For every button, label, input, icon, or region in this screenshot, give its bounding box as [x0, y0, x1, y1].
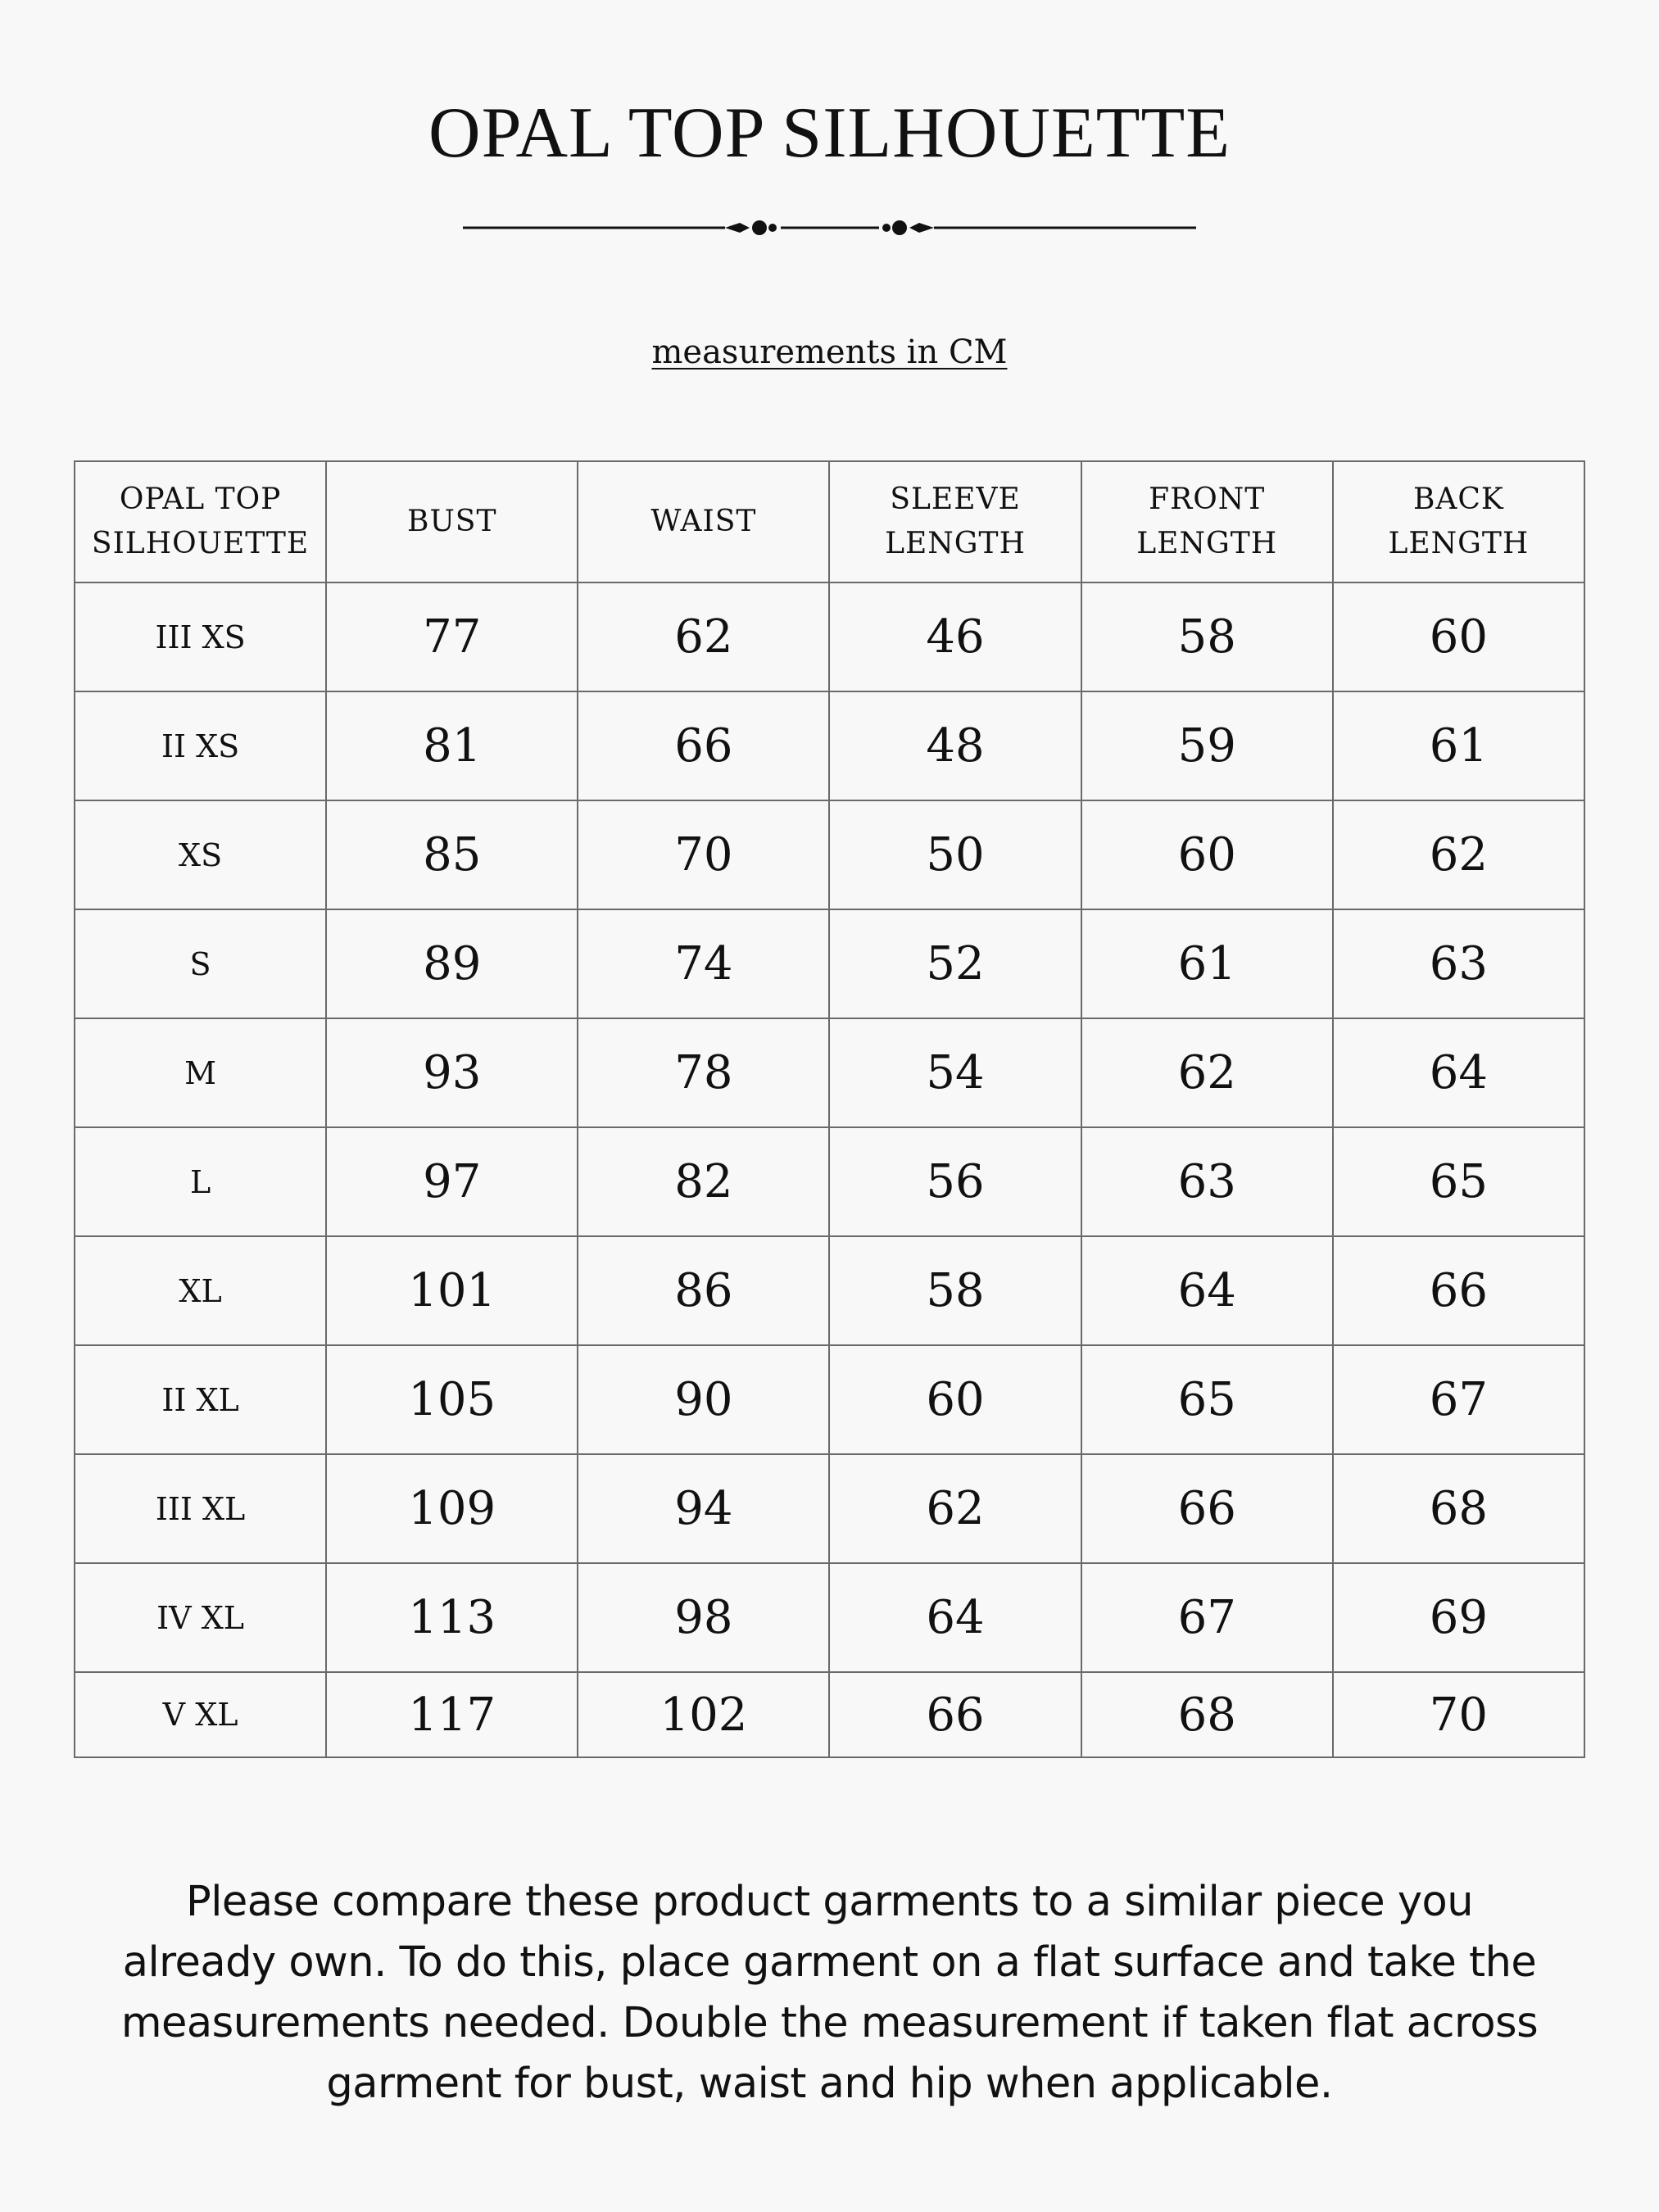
table-row — [75, 1018, 1584, 1127]
measurement-cell-bust: 77 — [326, 582, 578, 691]
table-row — [75, 1563, 1584, 1672]
table-body — [75, 582, 1584, 1757]
column-header-waist: WAIST — [578, 461, 829, 582]
measurement-cell-bust: 117 — [326, 1672, 578, 1757]
measurement-cell-waist: 70 — [578, 800, 829, 909]
page-title: OPAL TOP SILHOUETTE — [428, 93, 1231, 173]
measurement-cell-front-length: 60 — [1081, 800, 1333, 909]
measurement-cell-front-length: 67 — [1081, 1563, 1333, 1672]
size-label-cell: XL — [75, 1236, 326, 1345]
column-header-bust: BUST — [326, 461, 578, 582]
measurement-cell-front-length: 65 — [1081, 1345, 1333, 1454]
measurement-cell-bust: 85 — [326, 800, 578, 909]
size-label-cell: III XS — [75, 582, 326, 691]
size-label-cell: XS — [75, 800, 326, 909]
measurement-cell-front-length: 66 — [1081, 1454, 1333, 1563]
measurement-cell-sleeve-length: 52 — [829, 909, 1081, 1018]
table-header-row — [75, 461, 1584, 582]
measurement-cell-bust: 105 — [326, 1345, 578, 1454]
measurement-cell-waist: 62 — [578, 582, 829, 691]
table-row — [75, 1127, 1584, 1236]
measurement-cell-back-length: 70 — [1333, 1672, 1584, 1757]
size-label-cell: M — [75, 1018, 326, 1127]
measurement-cell-waist: 82 — [578, 1127, 829, 1236]
measurement-cell-back-length: 68 — [1333, 1454, 1584, 1563]
measurement-cell-front-length: 58 — [1081, 582, 1333, 691]
units-subtitle: measurements in CM — [651, 333, 1008, 371]
measurement-cell-bust: 81 — [326, 691, 578, 800]
measurement-cell-front-length: 63 — [1081, 1127, 1333, 1236]
measurement-cell-back-length: 69 — [1333, 1563, 1584, 1672]
table-row — [75, 1236, 1584, 1345]
measurement-cell-sleeve-length: 62 — [829, 1454, 1081, 1563]
measurement-cell-waist: 86 — [578, 1236, 829, 1345]
table-row — [75, 1345, 1584, 1454]
measurement-cell-waist: 90 — [578, 1345, 829, 1454]
measurement-cell-bust: 89 — [326, 909, 578, 1018]
measurement-cell-sleeve-length: 54 — [829, 1018, 1081, 1127]
measurement-cell-bust: 101 — [326, 1236, 578, 1345]
measurement-cell-sleeve-length: 58 — [829, 1236, 1081, 1345]
measurement-cell-back-length: 63 — [1333, 909, 1584, 1018]
measurement-cell-sleeve-length: 48 — [829, 691, 1081, 800]
measurement-cell-bust: 97 — [326, 1127, 578, 1236]
measurement-cell-bust: 93 — [326, 1018, 578, 1127]
measurement-cell-front-length: 62 — [1081, 1018, 1333, 1127]
measurement-cell-front-length: 61 — [1081, 909, 1333, 1018]
size-label-cell: II XS — [75, 691, 326, 800]
size-label-cell: II XL — [75, 1345, 326, 1454]
measurement-cell-waist: 102 — [578, 1672, 829, 1757]
size-label-cell: L — [75, 1127, 326, 1236]
table-row — [75, 800, 1584, 909]
table-row — [75, 1454, 1584, 1563]
column-header-front-length: FRONT LENGTH — [1081, 461, 1333, 582]
measurement-cell-front-length: 64 — [1081, 1236, 1333, 1345]
size-label-cell: S — [75, 909, 326, 1018]
measurement-cell-bust: 109 — [326, 1454, 578, 1563]
measurement-cell-front-length: 59 — [1081, 691, 1333, 800]
measurement-cell-waist: 94 — [578, 1454, 829, 1563]
size-label-cell: IV XL — [75, 1563, 326, 1672]
measurement-cell-waist: 74 — [578, 909, 829, 1018]
column-header-back-length: BACK LENGTH — [1333, 461, 1584, 582]
measurement-cell-back-length: 62 — [1333, 800, 1584, 909]
size-label-cell: V XL — [75, 1672, 326, 1757]
measurement-cell-sleeve-length: 56 — [829, 1127, 1081, 1236]
table-row — [75, 909, 1584, 1018]
table-row — [75, 1672, 1584, 1757]
size-label-cell: III XL — [75, 1454, 326, 1563]
measurement-cell-sleeve-length: 64 — [829, 1563, 1081, 1672]
measurement-cell-back-length: 61 — [1333, 691, 1584, 800]
measurement-cell-front-length: 68 — [1081, 1672, 1333, 1757]
measurement-cell-waist: 98 — [578, 1563, 829, 1672]
measurement-cell-back-length: 67 — [1333, 1345, 1584, 1454]
measurement-cell-back-length: 66 — [1333, 1236, 1584, 1345]
measurement-cell-waist: 66 — [578, 691, 829, 800]
measurement-cell-bust: 113 — [326, 1563, 578, 1672]
measurement-cell-back-length: 65 — [1333, 1127, 1584, 1236]
measuring-instructions: Please compare these product garments to a similar piece you already own. To do this, place garment on a flat surface and take the measurements needed. Double the measurement if taken flat across garment for bust, waist and hip when applicable. — [120, 1878, 1539, 2108]
size-chart-table — [74, 460, 1585, 1758]
measurement-cell-sleeve-length: 50 — [829, 800, 1081, 909]
measurement-cell-waist: 78 — [578, 1018, 829, 1127]
measurement-cell-sleeve-length: 46 — [829, 582, 1081, 691]
table-row — [75, 582, 1584, 691]
measurement-cell-sleeve-length: 66 — [829, 1672, 1081, 1757]
column-header-sleeve-length: SLEEVE LENGTH — [829, 461, 1081, 582]
table-row — [75, 691, 1584, 800]
measurement-cell-back-length: 60 — [1333, 582, 1584, 691]
measurement-cell-back-length: 64 — [1333, 1018, 1584, 1127]
measurement-cell-sleeve-length: 60 — [829, 1345, 1081, 1454]
ornamental-divider-icon — [463, 211, 1196, 244]
column-header-size: OPAL TOP SILHOUETTE — [75, 461, 326, 582]
